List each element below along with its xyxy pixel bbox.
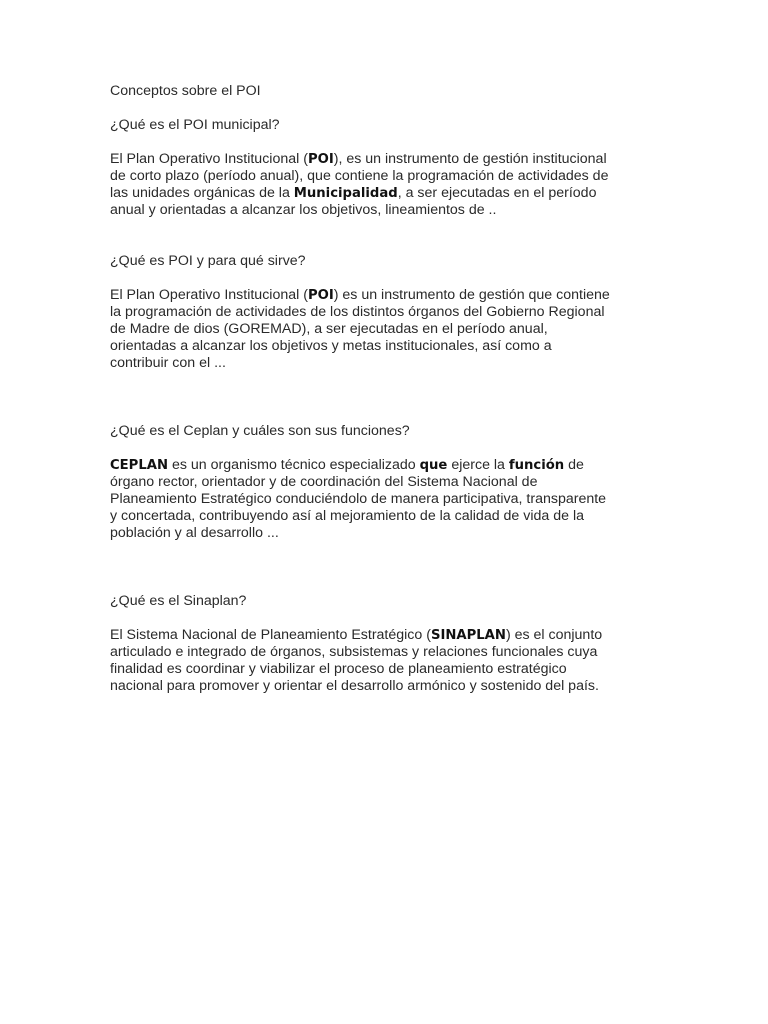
answer-text: ) es un instrumento de gestión que contiene la programación de actividades de los distintos órganos del Gobierno Regional de Madre de dios (GOREMAD), a ser ejecutadas en el período anual, orientadas a alcanzar los objetivos y metas institucionales, así como a contribuir con el ...	[110, 287, 610, 371]
answer-poi-purpose	[110, 287, 658, 372]
answer-text: , a ser ejecutadas en el período anual y orientadas a alcanzar los objetivos, lineamientos de ..	[110, 185, 597, 218]
question-poi-municipal: ¿Qué es el POI municipal?	[110, 117, 280, 133]
bold-term: función	[508, 458, 565, 473]
bold-term: CEPLAN	[110, 458, 168, 473]
answer-text: El Plan Operativo Institucional (	[110, 151, 308, 167]
answer-ceplan	[110, 457, 658, 542]
answer-sinaplan	[110, 627, 658, 695]
document-body	[110, 83, 658, 695]
bold-term: SINAPLAN	[430, 628, 506, 643]
bold-term: POI	[307, 288, 334, 303]
document-title: Conceptos sobre el POI	[110, 83, 261, 99]
bold-term: POI	[307, 152, 334, 167]
question-poi-purpose: ¿Qué es POI y para qué sirve?	[110, 253, 306, 269]
question-sinaplan: ¿Qué es el Sinaplan?	[110, 593, 247, 609]
answer-poi-municipal	[110, 151, 658, 219]
answer-text: es un organismo técnico especializado	[168, 457, 420, 473]
answer-text: ), es un instrumento de gestión institucional de corto plazo (período anual), que contiene la programación de actividades de las unidades orgánicas de la	[110, 151, 609, 201]
bold-term: Municipalidad	[293, 186, 398, 201]
answer-text: ) es el conjunto articulado e integrado de órganos, subsistemas y relaciones funcionales cuya finalidad es coordinar y viabilizar el proceso de planeamiento estratégico nacional para promover y orientar el desarrollo armónico y sostenido del país.	[110, 627, 603, 694]
answer-text: El Plan Operativo Institucional (	[110, 287, 308, 303]
answer-text: El Sistema Nacional de Planeamiento Estratégico (	[110, 627, 431, 643]
answer-text: de órgano rector, orientador y de coordinación del Sistema Nacional de Planeamiento Estratégico conduciéndolo de manera participativa, transparente y concertada, contribuyendo así al mejoramiento de la calidad de vida de la población y al desarrollo ...	[110, 457, 607, 541]
bold-term: que	[419, 458, 448, 473]
answer-text: ejerce la	[447, 457, 509, 473]
question-ceplan: ¿Qué es el Ceplan y cuáles son sus funciones?	[110, 423, 410, 439]
